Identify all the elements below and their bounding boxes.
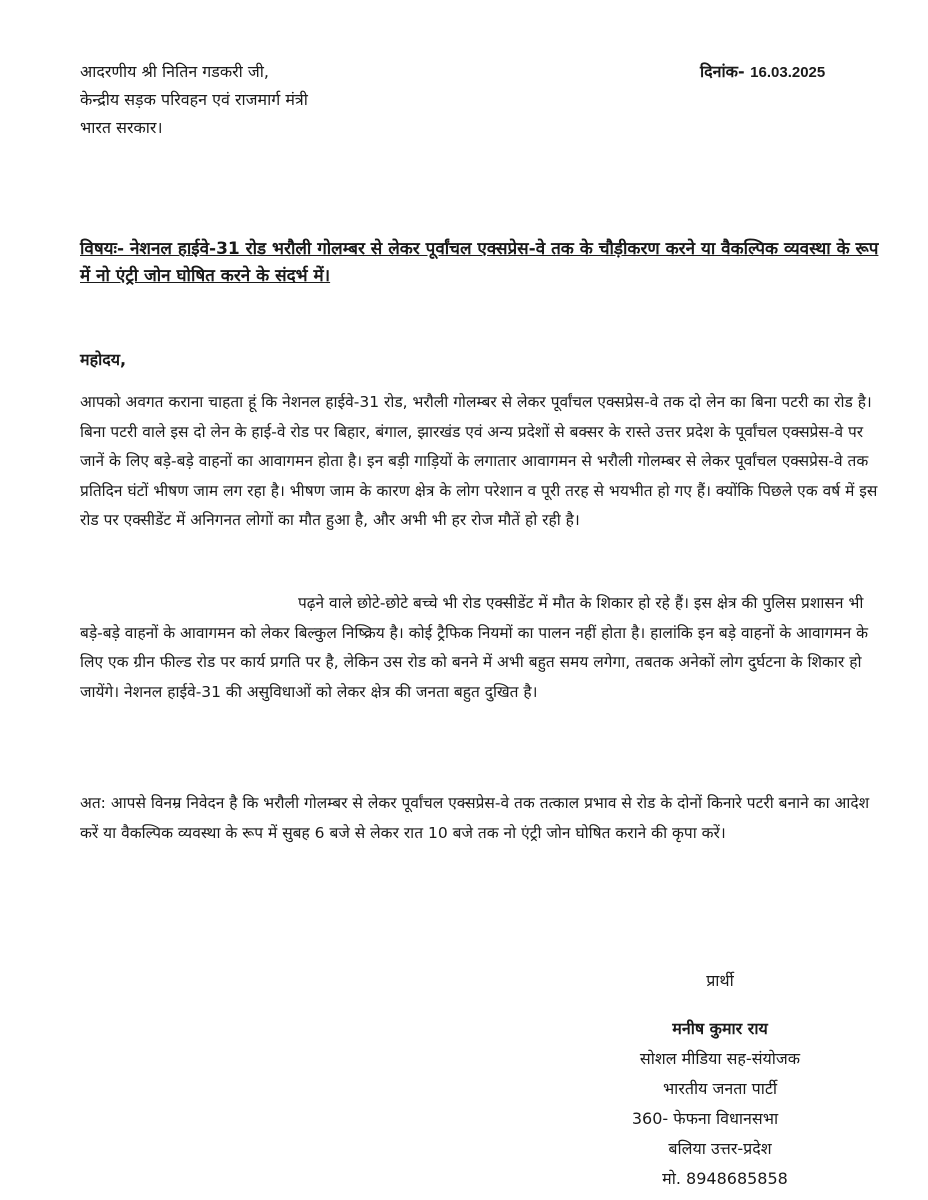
signatory-constituency: 360- फेफना विधानसभा [631, 1109, 779, 1128]
signatory-designation: सोशल मीडिया सह-संयोजक [639, 1049, 801, 1068]
signatory-name: मनीष कुमार राय [672, 1019, 768, 1038]
signatory-phone: मो. 8948685858 [662, 1169, 788, 1188]
applicant-label: प्रार्थी [706, 971, 734, 990]
date-block [700, 58, 825, 87]
addressee-designation: केन्द्रीय सड़क परिवहन एवं राजमार्ग मंत्री [80, 90, 308, 109]
subject-line: विषयः- नेशनल हाईवे-31 रोड भरौली गोलम्बर से लेकर पूर्वांचल एक्सप्रेस-वे तक के चौड़ीकरण करने या वैकल्पिक व्यवस्था के रूप में नो एंट्री जोन घोषित करने के संदर्भ में। [80, 239, 879, 286]
body-paragraph-1: आपको अवगत कराना चाहता हूं कि नेशनल हाईवे-31 रोड, भरौली गोलम्बर से लेकर पूर्वांचल एक्सप्रेस-वे तक दो लेन का बिना पटरी का रोड है। बिना पटरी वाले इस दो लेन के हाई-वे रोड पर बिहार, बंगाल, झारखंड एवं अन्य प्रदेशों से बक्सर के रास्ते उत्तर प्रदेश के पूर्वांचल एक्सप्रेस-वे पर जानें के लिए बड़े-बड़े वाहनों का आवागमन होता है। इन बड़ी गाड़ियों के लगातार आवागमन से भरौली गोलम्बर से लेकर पूर्वांचल एक्सप्रेस-वे तक प्रतिदिन घंटों भीषण जाम लग रहा है। भीषण जाम के कारण क्षेत्र के लोग परेशान व पूरी तरह से भयभीत हो गए हैं। क्योंकि पिछले एक वर्ष में इस रोड पर एक्सीडेंट में अनिगनत लोगों का मौत हुआ है, और अभी भी हर रोज मौतें हो रही है। [80, 393, 878, 529]
body-paragraph-3: अत: आपसे विनम्र निवेदन है कि भरौली गोलम्बर से लेकर पूर्वांचल एक्सप्रेस-वे तक तत्काल प्रभाव से रोड के दोनों किनारे पटरी बनाने का आदेश करें या वैकल्पिक व्यवस्था के रूप में सुबह 6 बजे से लेकर रात 10 बजे तक नो एंट्री जोन घोषित कराने की कृपा करें। [80, 794, 870, 842]
salutation: महोदय, [80, 350, 127, 369]
date-label: दिनांक- [700, 62, 745, 81]
addressee-block [80, 58, 308, 142]
signatory-location: बलिया उत्तर-प्रदेश [668, 1139, 772, 1158]
body-paragraph-2: पढ़ने वाले छोटे-छोटे बच्चे भी रोड एक्सीडेंट में मौत के शिकार हो रहे हैं। इस क्षेत्र की पुलिस प्रशासन भी बड़े-बड़े वाहनों के आवागमन को लेकर बिल्कुल निष्क्रिय है। कोई ट्रैफिक नियमों का पालन नहीं होता है। हालांकि इन बड़े वाहनों के आवागमन के लिए एक ग्रीन फील्ड रोड पर कार्य प्रगति पर है, लेकिन उस रोड को बनने में अभी बहुत समय लगेगा, तबतक अनेकों लोग दुर्घटना के शिकार हो जायेंगे। नेशनल हाईवे-31 की असुविधाओं को लेकर क्षेत्र की जनता बहुत दुखित है। [80, 594, 869, 701]
date-value: 16.03.2025 [750, 64, 826, 81]
signatory-party: भारतीय जनता पार्टी [662, 1079, 778, 1098]
signature-block [560, 966, 880, 1194]
addressee-government: भारत सरकार। [80, 118, 163, 137]
addressee-name: आदरणीय श्री नितिन गडकरी जी, [80, 62, 270, 81]
